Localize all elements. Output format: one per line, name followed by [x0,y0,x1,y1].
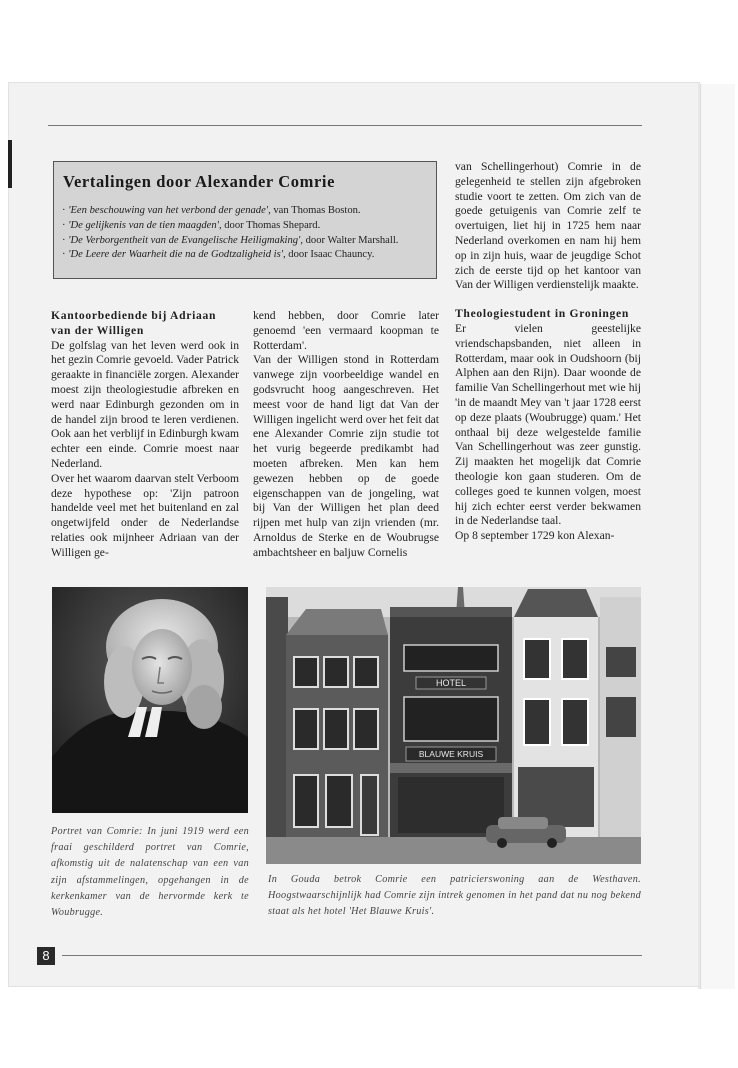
section-heading: Kantoorbediende bij Adriaan van der Willigen [51,309,217,337]
page-number: 8 [37,947,55,965]
portrait-illustration [52,587,248,813]
comrie-portrait-photo [52,587,248,813]
next-page-edge [700,84,735,989]
paragraph: Er vielen geestelijke vriendschapsbanden, niet alleen in Rotterdam, maar ook in Oudshoorn (bij Alphen aan den Rijn). Daar woonde de familie Van Schellingerhout met wie hij 'in de maandt Mey van 't jaar 1728 eerst op deze plaats (Woubrugge) quam.' Het onthaal bij deze welgestelde familie Van Schellingerhout was zeer gunstig. Zij maakten het mogelijk dat Comrie theologie kon gaan studeren. Om de colleges goed te kunnen volgen, moest hij zich echter eerst verder bekwamen in de Nederlandse taal. [455,321,641,528]
paragraph: De golfslag van het leven werd ook in het gezin Comrie gevoeld. Vader Patrick geraakte in financiële zorgen. Alexander moest zijn theologiestudie afbreken en werd naar Edinburgh gezonden om in de handel zijn brood te leren verdienen. Ook aan het verblijf in Edinburgh kwam echter een einde. Comrie moest naar Nederland. [51,338,239,470]
translations-box-title: Vertalingen door Alexander Comrie [63,172,336,191]
paragraph: Op 8 september 1729 kon Alexan- [455,529,615,543]
hotel-street-photo [266,587,641,864]
top-rule [48,125,642,126]
portrait-caption: Portret van Comrie: In juni 1919 werd een fraai geschilderd portret van Comrie, afkomstig uit de nalatenschap van een van zijn afstammelingen, opgehangen in de kerkenkamer van de hervormde kerk te Woubrugge. [51,826,249,919]
paragraph: kend hebben, door Comrie later genoemd 'een vermaard koopman te Rotterdam'. [253,309,439,352]
street-illustration [266,587,641,864]
paragraph: Over het waarom daarvan stelt Verboom deze hypothese op: 'Zijn patroon handelde veel met het buitenland en zal ongetwijfeld onder de Nederlandse relaties ook mijnheer Adriaan van der Willigen ge- [51,471,239,559]
article-column-1 [51,309,239,561]
hotel-sign: HOTEL [435,678,467,688]
translation-item: · 'De Verborgentheit van de Evangelische Heiligmaking', door Walter Marshall. [62,234,399,246]
article-column-3 [455,160,641,544]
bottom-rule [62,955,642,956]
margin-mark [8,140,12,188]
section-heading: Theologiestudent in Groningen [455,307,630,321]
translations-list [62,204,434,263]
street-caption: In Gouda betrok Comrie een patricierswoning aan de Westhaven. Hoogstwaarschijnlijk had Comrie zijn intrek genomen in het pand dat nu nog bekend staat als het hotel 'Het Blauwe Kruis'. [268,874,641,918]
translation-item: · 'De gelijkenis van de tien maagden', door Thomas Shepard. [62,219,321,231]
paragraph: Van der Willigen stond in Rotterdam vanwege zijn voorbeeldige wandel en godsvrucht hoog aangeschreven. Het meest voor de hand ligt dat Van der Willigen ingelicht werd over het feit dat ene Alexander Comrie zijn studie tot het vurig begeerde predikambt had moeten afbreken. Men kan hem gewezen hebben op de goede eigenschappen van de jongeling, wat bij Van der Willigen het plan deed rijpen met hulp van zijn vrienden (mr. Arnoldus de Sterke en de Woubrugse ambachtsheer en baljuw Cornelis [253,353,439,559]
blauwe-kruis-sign: BLAUWE KRUIS [418,749,484,759]
article-column-2 [253,309,439,561]
translation-item: · 'Een beschouwing van het verbond der genade', van Thomas Boston. [62,205,361,216]
translation-item: · 'De Leere der Waarheit die na de Godtzaligheid is', door Isaac Chauncy. [62,249,375,261]
paragraph: van Schellingerhout) Comrie in de gelegenheid te stellen zijn afgebroken studie voort te zetten. Om zich van de goede getuigenis van Comrie zelf te overtuigen, liet hij in 1725 hem naar Nederland overkomen en nam hij hem op in zijn huis, waar de jeugdige Schot zich de eerste tijd op het kantoor van Van der Willigen verdienstelijk maakte. [455,160,641,292]
